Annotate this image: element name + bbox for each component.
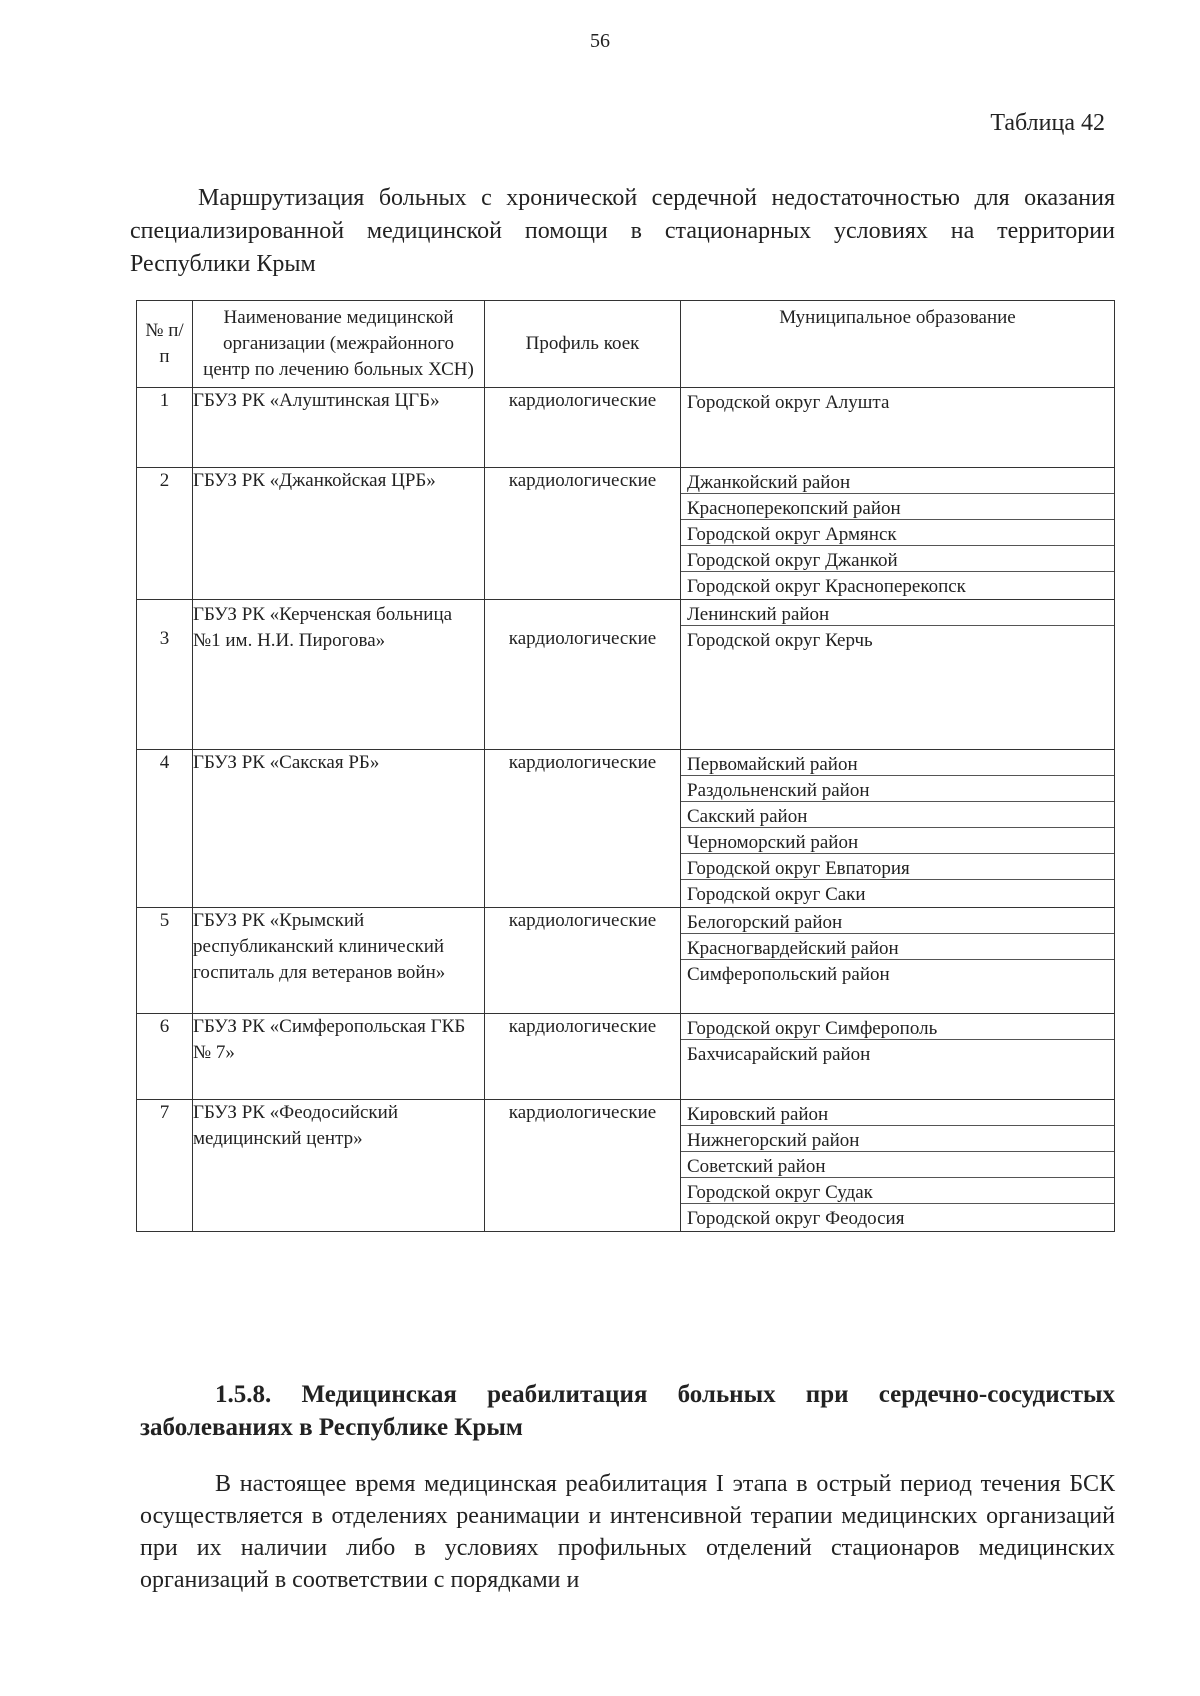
district-item: Городской округ Симферополь <box>681 1014 1114 1040</box>
row-districts <box>681 1100 1115 1232</box>
header-profile: Профиль коек <box>485 301 681 388</box>
routing-table <box>136 300 1115 1232</box>
district-item: Сакский район <box>681 802 1114 828</box>
table-caption: Маршрутизация больных с хронической сердечной недостаточностью для оказания специализированной медицинской помощи в стационарных условиях на территории Республики Крым <box>130 185 1115 277</box>
district-item: Ленинский район <box>681 600 1114 626</box>
row-districts <box>681 468 1115 600</box>
row-profile: кардиологические <box>485 1014 681 1100</box>
table-row <box>137 468 1115 600</box>
district-item: Белогорский район <box>681 908 1114 934</box>
district-item: Красногвардейский район <box>681 934 1114 960</box>
district-item: Городской округ Саки <box>687 884 866 905</box>
row-org: ГБУЗ РК «Керченская больница №1 им. Н.И. Пирогова» <box>193 600 485 750</box>
table-header-row <box>137 301 1115 388</box>
row-org: ГБУЗ РК «Джанкойская ЦРБ» <box>193 468 485 600</box>
district-item: Черноморский район <box>681 828 1114 854</box>
row-num: 5 <box>137 908 193 1014</box>
row-profile: кардиологические <box>485 750 681 908</box>
row-num: 4 <box>137 750 193 908</box>
row-org: ГБУЗ РК «Алуштинская ЦГБ» <box>193 388 485 468</box>
district-item: Джанкойский район <box>681 468 1114 494</box>
row-org: ГБУЗ РК «Симферопольская ГКБ № 7» <box>193 1014 485 1100</box>
district-item: Раздольненский район <box>681 776 1114 802</box>
row-profile: кардиологические <box>485 908 681 1014</box>
header-num: № п/п <box>137 301 193 388</box>
table-row <box>137 750 1115 908</box>
table-label: Таблица 42 <box>990 110 1105 136</box>
row-org: ГБУЗ РК «Феодосийский медицинский центр» <box>193 1100 485 1232</box>
district-item: Первомайский район <box>681 750 1114 776</box>
row-districts <box>681 908 1115 1014</box>
body-paragraph: В настоящее время медицинская реабилитация I этапа в острый период течения БСК осуществляется в отделениях реанимации и интенсивной терапии медицинских организаций при их наличии либо в условиях профильных отделений стационаров медицинских организаций в соответствии с порядками и <box>140 1471 1115 1593</box>
row-num: 3 <box>137 600 193 750</box>
row-profile: кардиологические <box>485 1100 681 1232</box>
row-profile: кардиологические <box>485 600 681 750</box>
district-item: Советский район <box>681 1152 1114 1178</box>
district-item: Городской округ Армянск <box>681 520 1114 546</box>
row-num: 2 <box>137 468 193 600</box>
section-heading: 1.5.8. Медицинская реабилитация больных при сердечно-сосудистых заболеваниях в Республике Крым <box>140 1381 1115 1441</box>
district-item: Нижнегорский район <box>681 1126 1114 1152</box>
page-number: 56 <box>590 30 610 52</box>
row-profile: кардиологические <box>485 388 681 468</box>
row-districts <box>681 600 1115 750</box>
table-row <box>137 1100 1115 1232</box>
table-row <box>137 600 1115 750</box>
district-item: Городской округ Керчь <box>687 630 873 651</box>
row-org: ГБУЗ РК «Крымский республиканский клинический госпиталь для ветеранов войн» <box>193 908 485 1014</box>
district-item: Красноперекопский район <box>681 494 1114 520</box>
row-org: ГБУЗ РК «Сакская РБ» <box>193 750 485 908</box>
row-districts <box>681 388 1115 468</box>
row-districts <box>681 750 1115 908</box>
table-row <box>137 1014 1115 1100</box>
district-item: Симферопольский район <box>687 964 890 985</box>
table-row <box>137 388 1115 468</box>
header-municipality: Муниципальное образование <box>681 301 1115 388</box>
district-item: Городской округ Феодосия <box>687 1208 905 1229</box>
table-row <box>137 908 1115 1014</box>
row-profile: кардиологические <box>485 468 681 600</box>
district-item: Городской округ Джанкой <box>681 546 1114 572</box>
row-districts <box>681 1014 1115 1100</box>
district-item: Городской округ Красноперекопск <box>687 576 966 597</box>
district-item: Бахчисарайский район <box>687 1044 871 1065</box>
district-item: Кировский район <box>681 1100 1114 1126</box>
district-item: Городской округ Алушта <box>687 392 890 413</box>
district-item: Городской округ Евпатория <box>681 854 1114 880</box>
header-org: Наименование медицинской организации (межрайонного центр по лечению больных ХСН) <box>193 301 485 388</box>
row-num: 1 <box>137 388 193 468</box>
row-num: 6 <box>137 1014 193 1100</box>
row-num: 7 <box>137 1100 193 1232</box>
district-item: Городской округ Судак <box>681 1178 1114 1204</box>
